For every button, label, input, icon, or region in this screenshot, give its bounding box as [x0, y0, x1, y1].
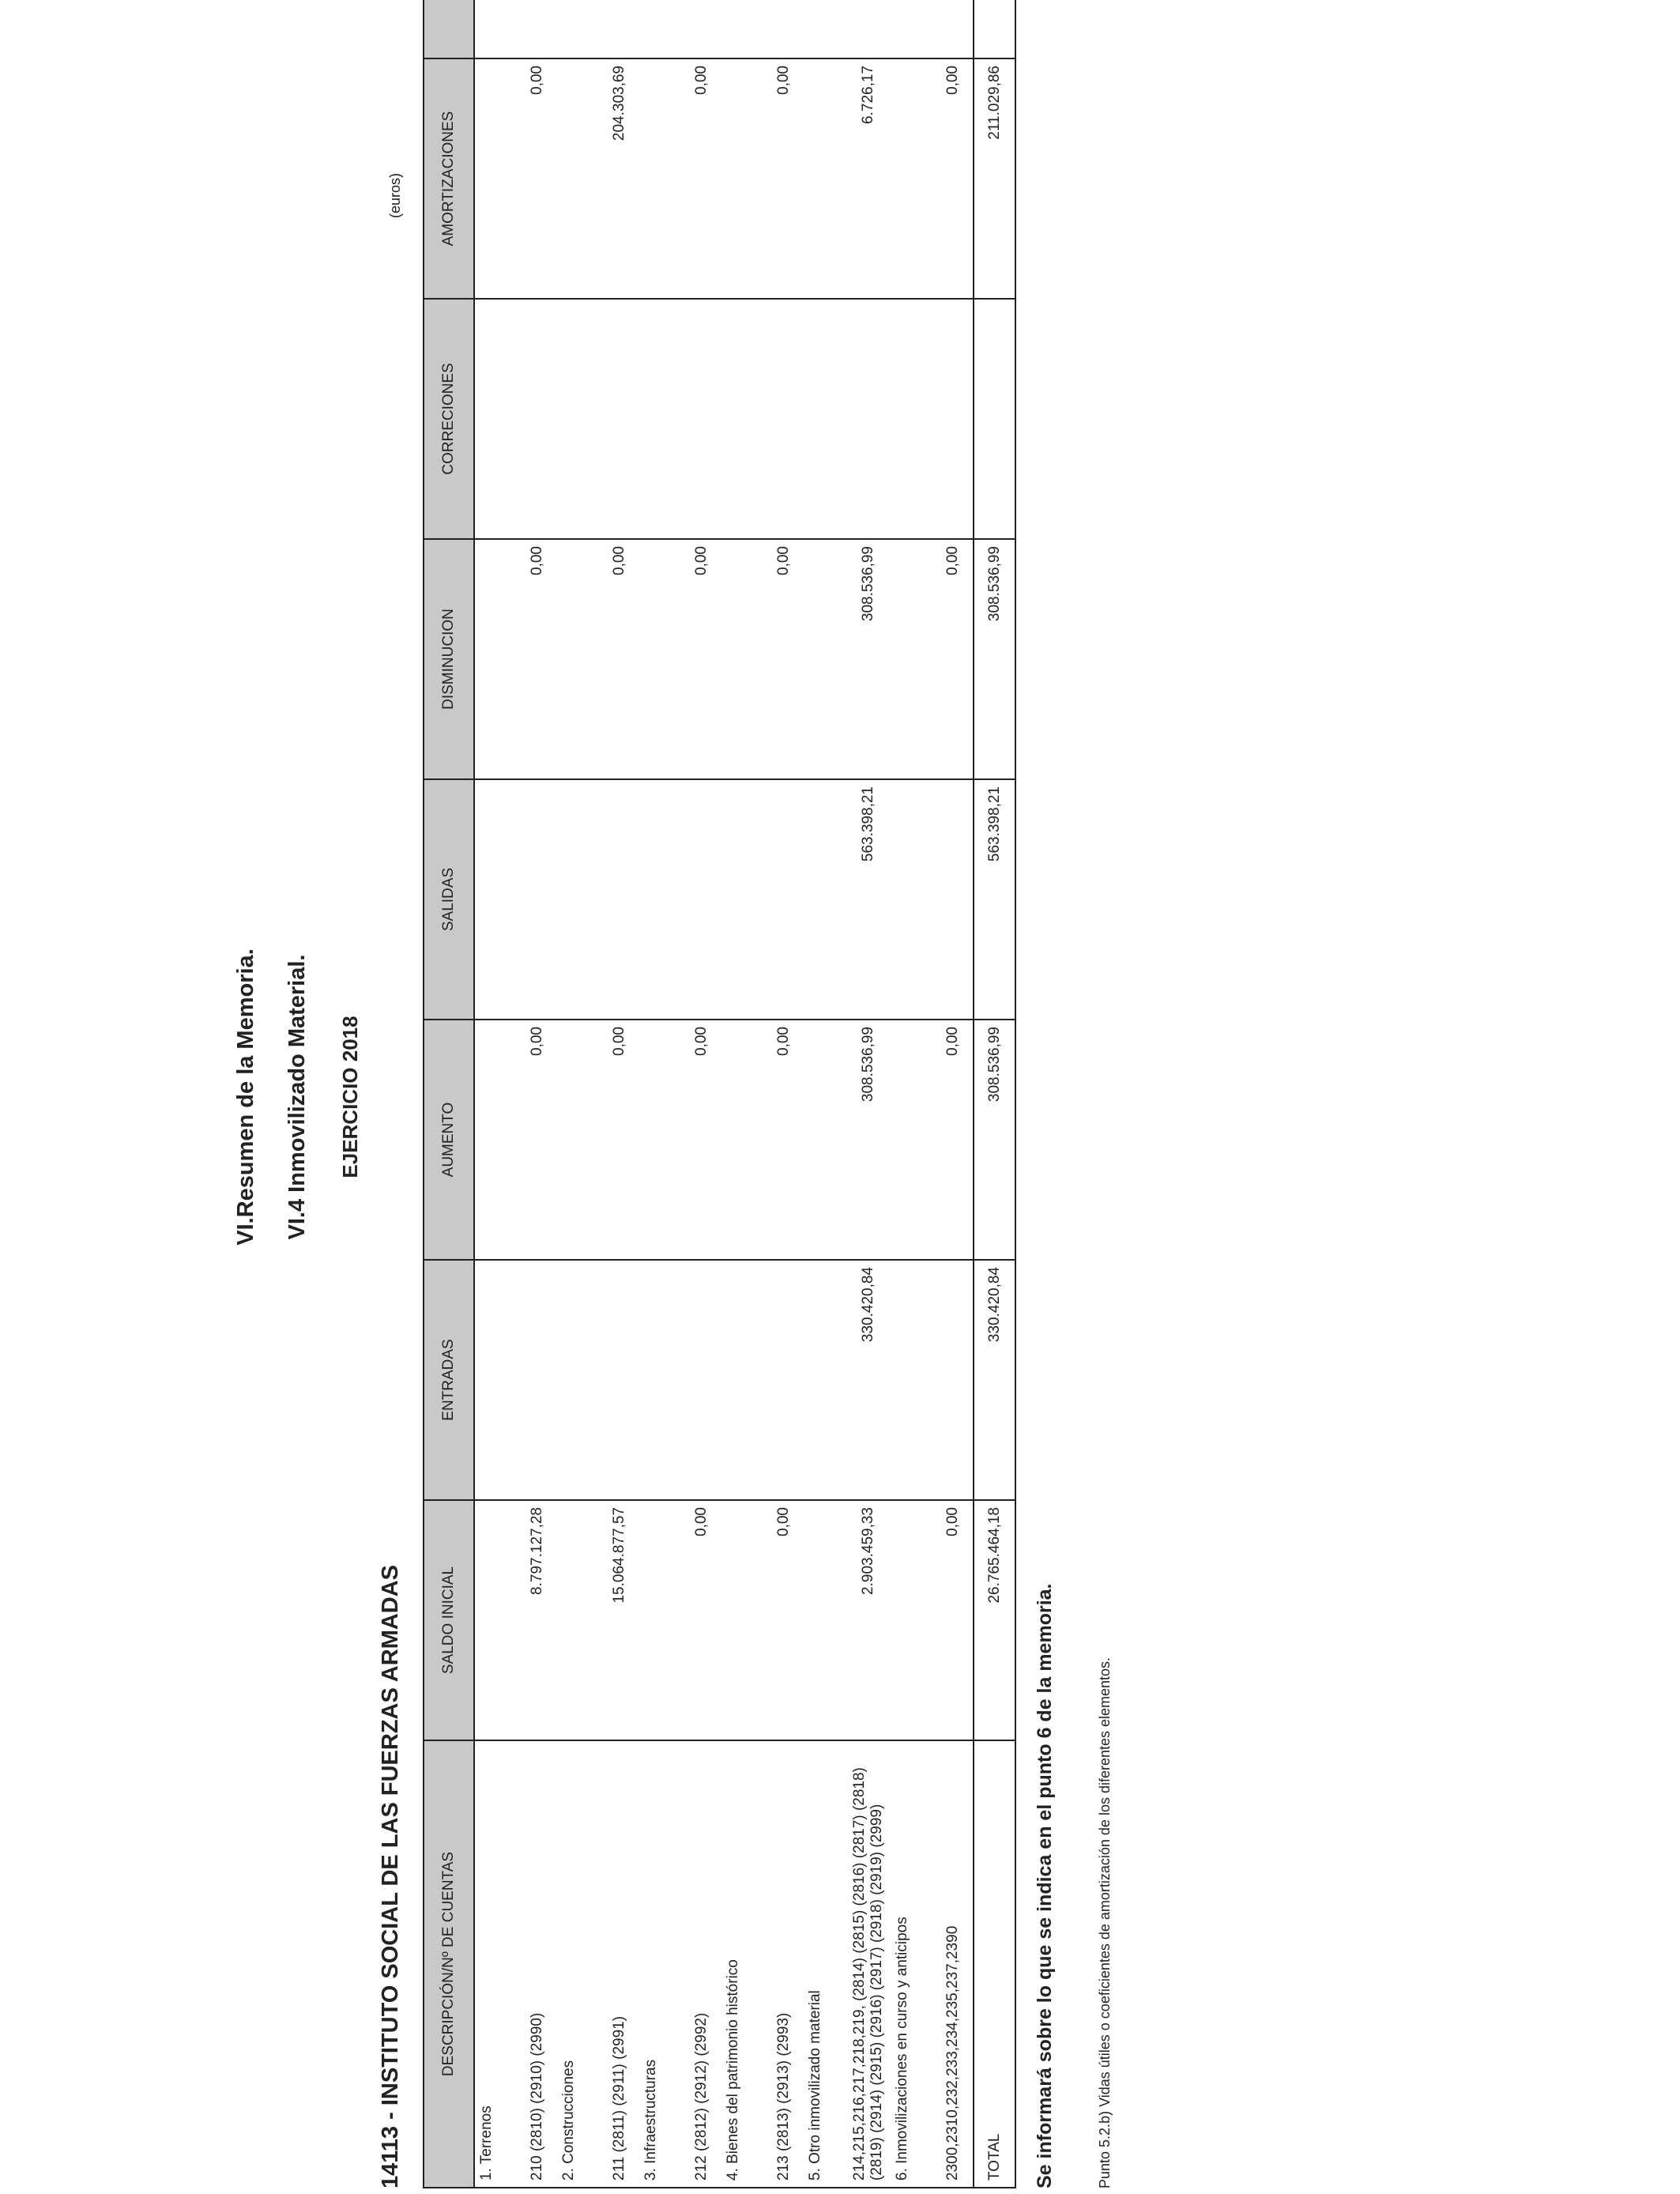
column-header: SALIDAS — [424, 779, 474, 1020]
amount-cell — [721, 1500, 763, 1740]
column-header: ENTRADAS — [424, 1260, 474, 1500]
amount-cell — [557, 1500, 599, 1740]
amount-cell: 563.398,21 — [974, 779, 1015, 1020]
amount-cell — [639, 0, 681, 58]
amount-cell — [557, 779, 599, 1020]
amount-cell: 204.303,69 — [599, 58, 639, 299]
amount-cell: 308.536,99 — [846, 539, 891, 779]
row-description: 214,215,216,217,218,219, (2814) (2815) (2816) (2817) (2818) (2819) (2914) (2915) (2916) (2917) (2918) (2919) (2999) — [846, 1740, 891, 2188]
table-row — [599, 0, 639, 2188]
amount-cell — [804, 58, 846, 299]
table-row — [932, 0, 974, 2188]
table-header-row — [424, 0, 474, 2188]
amount-cell — [932, 1260, 974, 1500]
amortization-note: Punto 5.2.b) Vidas útiles o coeficientes de amortización de los diferentes elementos. — [1097, 1657, 1113, 2188]
amount-cell — [639, 299, 681, 539]
amount-cell — [474, 1260, 517, 1500]
amount-cell: 563.398,21 — [846, 779, 891, 1020]
amount-cell — [891, 299, 932, 539]
category-row — [721, 0, 763, 2188]
category-row — [474, 0, 517, 2188]
row-description: 2300,2310,232,233,234,235,237,2390 — [932, 1740, 974, 2188]
amount-cell — [804, 779, 846, 1020]
amount-cell: 0,00 — [763, 1020, 804, 1260]
amount-cell — [721, 1260, 763, 1500]
amount-cell: 0,00 — [681, 1500, 721, 1740]
amount-cell: 2.903.459,33 — [846, 1500, 891, 1740]
amount-cell — [721, 299, 763, 539]
amount-cell: 26.765.464,18 — [974, 1500, 1015, 1740]
section-title: VI.4 Inmovilizado Material. — [284, 954, 310, 1240]
amount-cell — [599, 779, 639, 1020]
amount-cell: 0,00 — [517, 1020, 557, 1260]
row-description: 213 (2813) (2913) (2993) — [763, 1740, 804, 2188]
amount-cell — [557, 0, 599, 58]
amount-cell — [974, 0, 1015, 58]
amount-cell — [932, 0, 974, 58]
amount-cell — [891, 1020, 932, 1260]
amount-cell — [474, 58, 517, 299]
amount-cell — [681, 1260, 721, 1500]
amount-cell — [846, 0, 891, 58]
amount-cell: 0,00 — [932, 58, 974, 299]
column-header — [424, 0, 474, 58]
amount-cell: 0,00 — [763, 1500, 804, 1740]
table-body — [474, 0, 1015, 2188]
amount-cell: 0,00 — [681, 58, 721, 299]
amount-cell — [891, 0, 932, 58]
amount-cell — [517, 779, 557, 1020]
amount-cell — [891, 1260, 932, 1500]
amount-cell — [474, 539, 517, 779]
amount-cell — [681, 0, 721, 58]
amount-cell: 15.064.877,57 — [599, 1500, 639, 1740]
amount-cell: 211.029,86 — [974, 58, 1015, 299]
amount-cell: 0,00 — [932, 539, 974, 779]
amount-cell — [763, 299, 804, 539]
table-row — [681, 0, 721, 2188]
amount-cell: 308.536,99 — [974, 539, 1015, 779]
category-row — [639, 0, 681, 2188]
amount-cell — [763, 779, 804, 1020]
amount-cell: 6.726,17 — [846, 58, 891, 299]
amount-cell — [639, 58, 681, 299]
amount-cell — [932, 299, 974, 539]
memoria-note: Se informará sobre lo que se indica en el punto 6 de la memoria. — [1034, 1583, 1056, 2188]
table-row — [846, 0, 891, 2188]
amount-cell — [474, 1500, 517, 1740]
amount-cell: 0,00 — [517, 58, 557, 299]
category-row — [804, 0, 846, 2188]
amount-cell — [721, 0, 763, 58]
fixed-assets-table — [423, 0, 1016, 2188]
amount-cell — [557, 539, 599, 779]
amount-cell — [721, 1020, 763, 1260]
entity-name: 14113 - INSTITUTO SOCIAL DE LAS FUERZAS ARMADAS — [378, 1564, 403, 2188]
row-description: 2. Construcciones — [557, 1740, 599, 2188]
amount-cell — [681, 299, 721, 539]
amount-cell — [639, 1500, 681, 1740]
amount-cell: 8.797.127,28 — [517, 1500, 557, 1740]
column-header: SALDO INICIAL — [424, 1500, 474, 1740]
amount-cell: 308.536,99 — [846, 1020, 891, 1260]
amount-cell — [517, 1260, 557, 1500]
amount-cell — [599, 1260, 639, 1500]
total-row — [974, 0, 1015, 2188]
amount-cell — [763, 1260, 804, 1500]
amount-cell — [932, 779, 974, 1020]
row-description: 5. Otro inmovilizado material — [804, 1740, 846, 2188]
amount-cell — [804, 1500, 846, 1740]
row-description: 210 (2810) (2910) (2990) — [517, 1740, 557, 2188]
row-description: 4. Bienes del patrimonio histórico — [721, 1740, 763, 2188]
amount-cell — [639, 1020, 681, 1260]
amount-cell: 0,00 — [517, 539, 557, 779]
memoria-title: VI.Resumen de la Memoria. — [233, 948, 258, 1246]
amount-cell — [639, 539, 681, 779]
amount-cell — [804, 1020, 846, 1260]
amount-cell: 0,00 — [763, 58, 804, 299]
row-description: 3. Infraestructuras — [639, 1740, 681, 2188]
amount-cell: 0,00 — [599, 539, 639, 779]
amount-cell — [599, 299, 639, 539]
amount-cell — [557, 1260, 599, 1500]
amount-cell — [557, 299, 599, 539]
amount-cell — [891, 58, 932, 299]
column-header: DISMINUCION — [424, 539, 474, 779]
amount-cell: 0,00 — [681, 1020, 721, 1260]
amount-cell: 308.536,99 — [974, 1020, 1015, 1260]
amount-cell — [891, 779, 932, 1020]
amount-cell: 0,00 — [599, 1020, 639, 1260]
row-description: 1. Terrenos — [474, 1740, 517, 2188]
amount-cell — [804, 539, 846, 779]
amount-cell — [474, 1020, 517, 1260]
amount-cell — [846, 299, 891, 539]
amount-cell — [804, 299, 846, 539]
amount-cell — [517, 0, 557, 58]
amount-cell — [721, 58, 763, 299]
amount-cell: 0,00 — [681, 539, 721, 779]
exercise-year: EJERCICIO 2018 — [338, 1016, 362, 1178]
amount-cell — [804, 0, 846, 58]
amount-cell — [891, 1500, 932, 1740]
amount-cell — [974, 299, 1015, 539]
amount-cell — [599, 0, 639, 58]
amount-cell — [681, 779, 721, 1020]
amount-cell — [517, 299, 557, 539]
amount-cell: 0,00 — [932, 1500, 974, 1740]
column-header: DESCRIPCIÓN/Nº DE CUENTAS — [424, 1740, 474, 2188]
row-description: TOTAL — [974, 1740, 1015, 2188]
column-header: AUMENTO — [424, 1020, 474, 1260]
amount-cell: 0,00 — [763, 539, 804, 779]
row-description: 212 (2812) (2912) (2992) — [681, 1740, 721, 2188]
amount-cell: 330.420,84 — [974, 1260, 1015, 1500]
column-header: AMORTIZACIONES — [424, 58, 474, 299]
amount-cell — [763, 0, 804, 58]
amount-cell — [639, 779, 681, 1020]
amount-cell — [639, 1260, 681, 1500]
amount-cell — [557, 1020, 599, 1260]
amount-cell — [891, 539, 932, 779]
amount-cell — [474, 299, 517, 539]
amount-cell — [474, 779, 517, 1020]
column-header: CORRECIONES — [424, 299, 474, 539]
table-row — [517, 0, 557, 2188]
amount-cell — [557, 58, 599, 299]
amount-cell — [804, 1260, 846, 1500]
row-description: 211 (2811) (2911) (2991) — [599, 1740, 639, 2188]
currency-unit: (euros) — [387, 172, 403, 218]
amount-cell — [721, 539, 763, 779]
category-row — [557, 0, 599, 2188]
row-description: 6. Inmovilizaciones en curso y anticipos — [891, 1740, 932, 2188]
amount-cell — [474, 0, 517, 58]
category-row — [891, 0, 932, 2188]
amount-cell: 330.420,84 — [846, 1260, 891, 1500]
table-row — [763, 0, 804, 2188]
amount-cell — [721, 779, 763, 1020]
amount-cell: 0,00 — [932, 1020, 974, 1260]
